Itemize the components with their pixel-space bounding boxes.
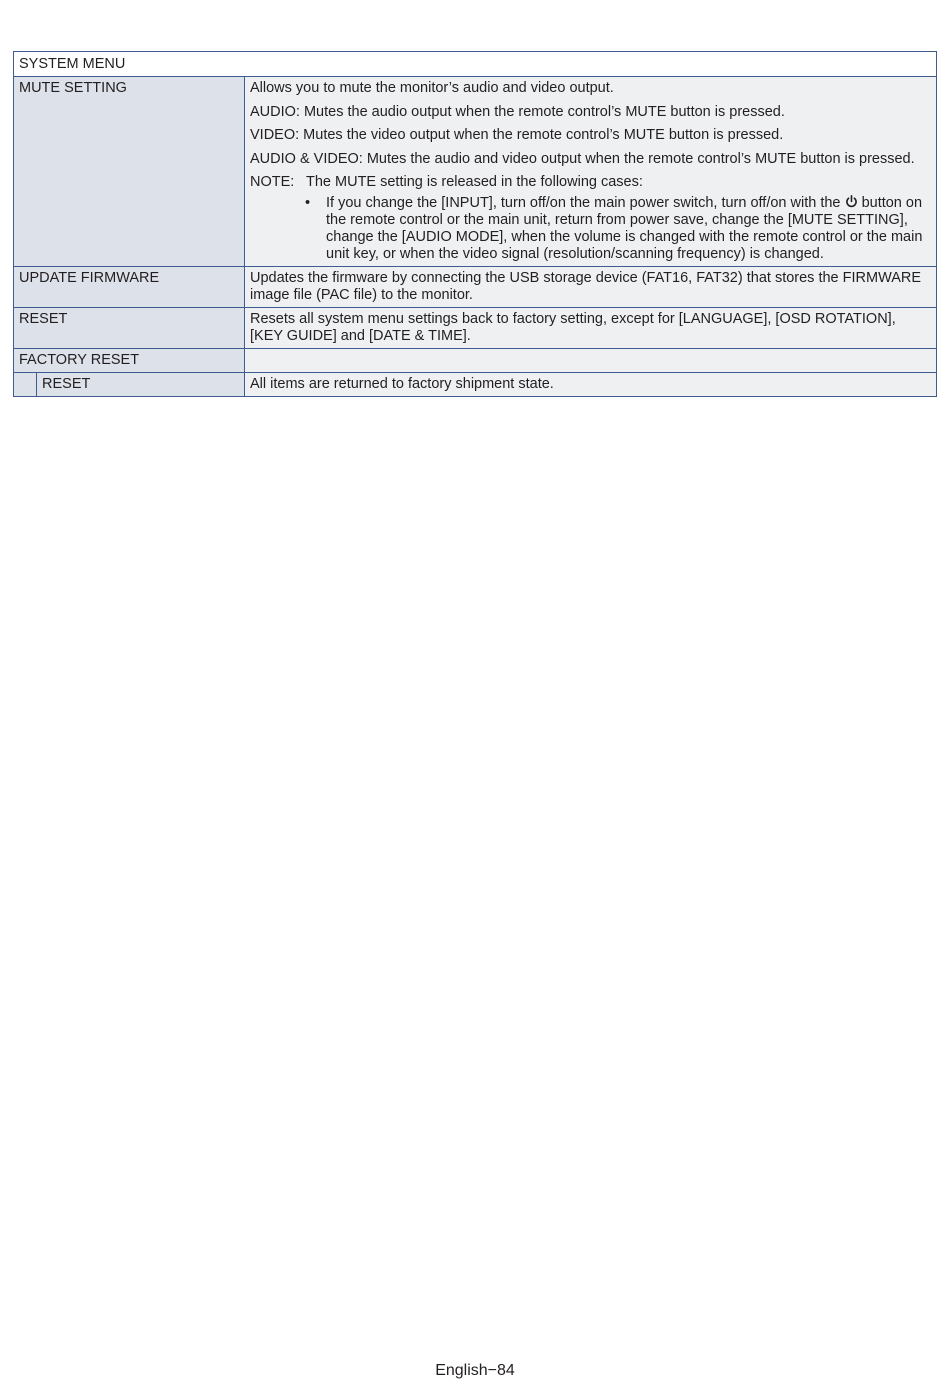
row-description-cell [245, 308, 936, 348]
mute-audio-text: AUDIO: Mutes the audio output when the remote control’s MUTE button is pressed. [250, 103, 785, 120]
table-row-factory-reset-reset [14, 372, 936, 396]
row-description-cell [245, 267, 936, 307]
page-number: English−84 [435, 1362, 515, 1379]
row-label: FACTORY RESET [19, 352, 140, 368]
note-bullet-item [305, 195, 931, 263]
row-label: RESET [19, 311, 68, 327]
note-text: The MUTE setting is released in the following cases: [306, 174, 643, 190]
note-label: NOTE: [250, 174, 295, 190]
reset-description: Resets all system menu settings back to factory setting, except for [LANGUAGE], [OSD ROTATION], [KEY GUIDE] and [DATE & TIME]. [250, 311, 896, 344]
table-row-mute-setting [14, 76, 936, 266]
power-icon [845, 195, 858, 208]
row-label-cell [14, 308, 245, 348]
row-label: MUTE SETTING [19, 80, 127, 96]
bullet-text-before-icon: If you change the [INPUT], turn off/on the main power switch, turn off/on with the [326, 195, 841, 211]
mute-audio-video-text: AUDIO & VIDEO: Mutes the audio and video output when the remote control’s MUTE button is pressed. [250, 150, 915, 167]
table-row-update-firmware [14, 266, 936, 307]
row-description-cell [245, 373, 936, 396]
note [250, 174, 931, 191]
row-label-cell [14, 349, 245, 372]
bullet-dot: • [305, 195, 311, 211]
factory-reset-reset-description: All items are returned to factory shipment state. [250, 376, 554, 392]
row-description-cell [245, 349, 936, 372]
bullet-text-after-icon: button on the remote control or the main unit, return from power save, change the [MUTE SETTING], change the [AUDIO MODE], when the volume is changed with the remote control or the main unit key, or when the video signal (resolution/scanning frequency) is changed. [326, 195, 923, 262]
table-row-reset [14, 307, 936, 348]
table-row-factory-reset [14, 348, 936, 372]
table-header: SYSTEM MENU [19, 56, 126, 72]
row-label: RESET [42, 376, 91, 392]
row-label: UPDATE FIRMWARE [19, 270, 160, 286]
table-header-row [14, 52, 936, 76]
row-label-cell [14, 373, 245, 396]
update-firmware-description: Updates the firmware by connecting the USB storage device (FAT16, FAT32) that stores the FIRMWARE image file (PAC file) to the monitor. [250, 270, 922, 303]
system-menu-table [13, 51, 937, 397]
mute-video-text: VIDEO: Mutes the video output when the remote control’s MUTE button is pressed. [250, 127, 784, 143]
bullet-text [326, 195, 931, 263]
row-label-cell [14, 77, 245, 266]
indent-spacer [14, 373, 37, 396]
row-label-cell [14, 267, 245, 307]
row-description-cell [245, 77, 936, 266]
mute-setting-description: Allows you to mute the monitor’s audio and video output. [250, 80, 614, 96]
